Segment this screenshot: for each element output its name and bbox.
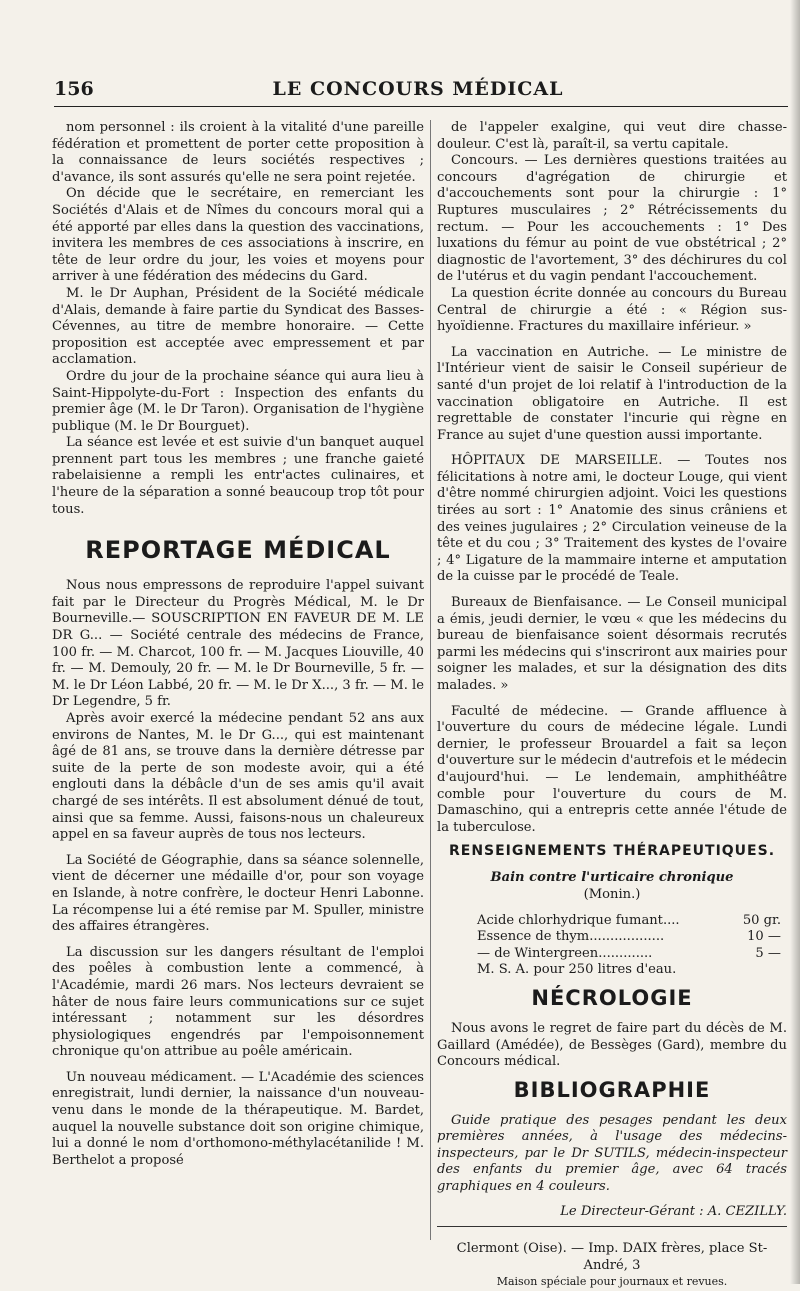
paragraph: HÔPITAUX DE MARSEILLE. — Toutes nos félicitations à notre ami, le docteur Louge, qui vient d'être nommé chirurgien adjoint. Voici les questions tirées au sort : 1° Anatomie des sinus crâniens et des veines jugulaires ; 2° Circulation veineuse de la tête et du cou ; 3° Traitement des kystes de l'ovaire ; 4° Ligature de la mammaire interne et amputation de la cuisse par le procédé de Teale. (437, 453, 787, 585)
paragraph: On décide que le secrétaire, en remerciant les Sociétés d'Alais et de Nîmes du concours moral qui a été apporté par elles dans la question des vaccinations, invitera les membres de ces associations à inscrire, en tête de leur ordre du jour, les voies et moyens pour arriver à une fédération des médecins du Gard. (52, 186, 424, 285)
formula-qty: 5 — (755, 945, 781, 961)
printer-line: Clermont (Oise). — Imp. DAIX frères, place St-André, 3 (456, 1241, 768, 1273)
paragraph: M. le Dr Auphan, Président de la Société médicale d'Alais, demande à faire partie du Syndicat des Basses-Cévennes, au titre de membre honoraire. — Cette proposition est acceptée avec empressement et par acclamation. (52, 285, 424, 368)
page-header (48, 70, 788, 110)
paragraph: Nous nous empressons de reproduire l'appel suivant fait par le Directeur du Progrès Médical, M. le Dr Bourneville.— SOUSCRIPTION EN FAVEUR DE M. LE DR G... — Société centrale des médecins de France, 100 fr. — M. Charcot, 100 fr. — M. Jacques Liouville, 40 fr. — M. Demouly, 20 fr. — M. le Dr Bourneville, 5 fr. — M. le Dr Léon Labbé, 20 fr. — M. le Dr X..., 3 fr. — M. le Dr Legendre, 5 fr. (52, 578, 424, 710)
spacer (437, 904, 787, 913)
paragraph: La séance est levée et est suivie d'un banquet auquel prennent part tous les membres ; une franche gaieté rabelaisienne a rempli les entr'actes culinaires, et l'heure de la séparation a sonné beaucoup trop tôt pour tous. (52, 435, 424, 517)
spacer (52, 844, 424, 853)
formula-list (437, 913, 787, 979)
necrology-heading: NÉCROLOGIE (531, 985, 693, 1010)
signature: Le Directeur-Gérant : A. CEZILLY. (560, 1203, 787, 1219)
paragraph: La question écrite donnée au concours du Bureau Central de chirurgie a été : « Région sus-hyoïdienne. Fractures du maxillaire inférieur. » (437, 285, 787, 335)
scan-edge-shadow (790, 0, 800, 1284)
therapeutics-author: (Monin.) (583, 886, 641, 902)
left-column (52, 120, 424, 1240)
paragraph: Ordre du jour de la prochaine séance qui aura lieu à Saint-Hippolyte-du-Fort : Inspection des enfants du premier âge (M. le Dr Taron). Organisation de l'hygiène publique (M. le Dr Bourguet). (52, 368, 424, 434)
paragraph: La discussion sur les dangers résultant de l'emploi des poêles à combustion lente a commencé, à l'Académie, mardi 26 mars. Nos lecteurs devraient se hâter de nous faire leurs communications sur ce sujet intéressant ; notamment sur les désordres physiologiques engendrés par l'empoisonnement chronique qu'on attribue au poêle américain. (52, 944, 424, 1060)
paragraph: Bureaux de Bienfaisance. — Le Conseil municipal a émis, jeudi dernier, le vœu « que les médecins du bureau de bienfaisance soient désormais recrutés parmi les médecins qui s'inscriront aux mairies pour soigner les malades, et sur la désignation des dits malades. » (437, 595, 787, 693)
paragraph: La Société de Géographie, dans sa séance solennelle, vient de décerner une médaille d'or, pour son voyage en Islande, à notre confrère, le docteur Henri Labonne. La récompense lui a été remise par M. Spuller, ministre des affaires étrangères. (52, 852, 424, 935)
journal-title: LE CONCOURS MÉDICAL (272, 78, 564, 100)
formula-line (437, 913, 787, 930)
spacer (437, 695, 787, 704)
header-rule (54, 106, 788, 107)
formula-item: M. S. A. pour 250 litres d'eau. (477, 962, 677, 978)
reportage-heading: REPORTAGE MÉDICAL (85, 536, 391, 565)
paragraph: nom personnel : ils croient à la vitalité d'une pareille fédération et promettent de porter cette proposition à la connaissance de leurs sociétés respectives ; d'avance, ils sont assurés qu'elle ne sera point rejetée. (52, 120, 424, 185)
paragraph: Concours. — Les dernières questions traitées au concours d'agrégation de chirurgie et d'accouchements sont pour la chirurgie : 1° Ruptures musculaires ; 2° Rétrécissements du rectum. — Pour les accouchements : 1° Des luxations du fémur au point de vue obstétrical ; 2° diagnostic de l'avortement, 3° des déchirures du col de l'utérus et du vagin pendant l'accouchement. (437, 153, 787, 285)
right-column (437, 120, 787, 1289)
page-number: 156 (54, 78, 94, 100)
spacer (437, 444, 787, 453)
formula-item: Acide chlorhydrique fumant.... (477, 912, 680, 928)
formula-line (437, 962, 787, 979)
paragraph: Nous avons le regret de faire part du décès de M. Gaillard (Amédée), de Bessèges (Gard), membre du Concours médical. (437, 1020, 787, 1070)
formula-line (437, 929, 787, 946)
column-divider (430, 120, 431, 1240)
paragraph: Après avoir exercé la médecine pendant 52 ans aux environs de Nantes, M. le Dr G..., qui est maintenant âgé de 81 ans, se trouve dans la dernière détresse par suite de la perte de son modeste avoir, qui a été englouti dans la débâcle d'un de ses amis qu'il avait chargé de ses intérêts. Il est absolument dénué de tout, ainsi que sa femme. Aussi, faisons-nous un chaleureux appel en sa faveur auprès de tous nos lecteurs. (52, 711, 424, 843)
printer-subline: Maison spéciale pour journaux et revues. (496, 1275, 728, 1289)
formula-qty: 50 gr. (742, 912, 781, 928)
paragraph: de l'appeler exalgine, qui veut dire chasse-douleur. C'est là, paraît-il, sa vertu capitale. (437, 120, 787, 152)
spacer (52, 936, 424, 945)
paragraph: Guide pratique des pesages pendant les deux premières années, à l'usage des médecins-inspecteurs, par le Dr SUTILS, médecin-inspecteur des enfants du premier âge, avec 64 tracés graphiques en 4 couleurs. (437, 1112, 787, 1195)
paragraph: Faculté de médecine. — Grande affluence à l'ouverture du cours de médecine légale. Lundi dernier, le professeur Brouardel a fait sa leçon d'ouverture sur le médecin d'autrefois et le médecin d'aujourd'hui. — Le lendemain, amphithéâtre comble pour l'ouverture du cours de M. Damaschino, qui a entrepris cette année l'étude de la tuberculose. (437, 703, 787, 835)
formula-item: Essence de thym.................. (477, 929, 665, 945)
formula-qty: 10 — (747, 929, 781, 945)
formula-item: — de Wintergreen............. (477, 945, 653, 961)
footer-rule (437, 1226, 787, 1227)
paragraph: Un nouveau médicament. — L'Académie des sciences enregistrait, lundi dernier, la naissance d'un nouveau-venu dans le monde de la thérapeutique. M. Bardet, auquel la nouvelle substance doit son origine chimique, lui a donné le nom d'orthomono-méthylacétanilide ! M. Berthelot a proposé (52, 1069, 424, 1168)
spacer (437, 336, 787, 345)
spacer (52, 1061, 424, 1070)
therapeutics-heading: RENSEIGNEMENTS THÉRAPEUTIQUES. (448, 843, 776, 860)
spacer (437, 586, 787, 595)
therapeutics-subtitle: Bain contre l'urticaire chronique (490, 870, 734, 886)
formula-line (437, 946, 787, 963)
bibliography-heading: BIBLIOGRAPHIE (513, 1077, 711, 1102)
paragraph: La vaccination en Autriche. — Le ministre de l'Intérieur vient de saisir le Conseil supérieur de santé d'un projet de loi relatif à l'introduction de la vaccination obligatoire en Autriche. Il est regrettable de constater l'incurie qui règne en France au sujet d'une question aussi importante. (437, 344, 787, 443)
